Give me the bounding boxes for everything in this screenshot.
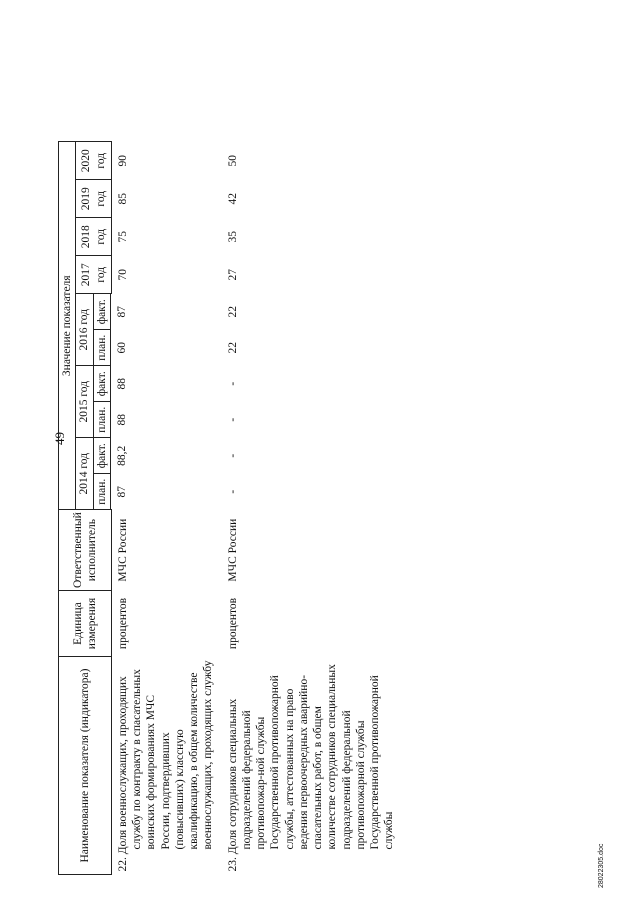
header-fact-2015: факт. — [93, 366, 110, 402]
row-unit: процентов — [226, 597, 239, 650]
header-year-2020: 2020 год — [76, 142, 112, 180]
indicator-table-rotated — [58, 45, 598, 875]
header-year-2016: 2016 год — [76, 294, 93, 366]
value-2016-plan: 22 — [226, 342, 239, 354]
value-2015-fact: - — [226, 381, 239, 386]
header-year-2017: 2017 год — [76, 256, 112, 294]
header-year-2019: 2019 год — [76, 180, 112, 218]
value-2015-plan: 88 — [116, 414, 129, 426]
value-2014-fact: - — [226, 453, 239, 458]
footer-file-reference: 28022305.doc — [598, 843, 605, 888]
header-year-2018: 2018 год — [76, 218, 112, 256]
value-2015-plan: - — [226, 417, 239, 422]
indicator-table — [58, 141, 399, 875]
header-plan-2016: план. — [93, 330, 110, 366]
row-executor: МЧС России — [226, 518, 239, 582]
value-2015-fact: 88 — [116, 378, 129, 390]
header-year-2014: 2014 год — [76, 438, 93, 510]
header-executor: Ответственный исполнитель — [59, 510, 112, 591]
value-2016-plan: 60 — [116, 342, 129, 354]
header-plan-2014: план. — [93, 474, 110, 510]
header-year-2015: 2015 год — [76, 366, 93, 438]
value-2019: 85 — [116, 193, 129, 205]
row-name: 23. Доля сотрудников специальных подразделений федеральной противопожар-ной службы Государственной противопожарной службы, аттестованных на право ведения первоочередных аварийно-спасательных работ, в общем количестве сотрудников специальных подразделений федеральной противопожарной службы Государственной противопожарной службы — [226, 664, 396, 872]
header-plan-2015: план. — [93, 402, 110, 438]
table-row — [218, 142, 399, 875]
value-2020: 90 — [116, 155, 129, 167]
header-unit: Единица измерения — [59, 591, 112, 657]
table-row — [111, 142, 217, 875]
row-executor: МЧС России — [116, 518, 129, 582]
header-value-group: Значение показателя — [59, 142, 76, 510]
header-name: Наименование показателя (индикатора) — [59, 657, 112, 875]
row-name: 22. Доля военнослужащих, проходящих службу по контракту в спасательных воинских формированиях МЧС России, подтвердивших (повысивших) классную квалификацию, в общем количестве военнослужащих, проходящих службу — [116, 660, 215, 872]
value-2014-fact: 88,2 — [116, 445, 129, 466]
page-number: 49 — [52, 432, 67, 445]
value-2017: 27 — [226, 269, 239, 281]
value-2018: 35 — [226, 231, 239, 243]
value-2019: 42 — [226, 193, 239, 205]
value-2016-fact: 22 — [226, 306, 239, 318]
value-2017: 70 — [116, 269, 129, 281]
value-2020: 50 — [226, 155, 239, 167]
value-2014-plan: - — [226, 489, 239, 494]
header-fact-2016: факт. — [93, 294, 110, 330]
row-unit: процентов — [116, 597, 129, 650]
header-fact-2014: факт. — [93, 438, 110, 474]
value-2014-plan: 87 — [116, 486, 129, 498]
value-2016-fact: 87 — [116, 306, 129, 318]
value-2018: 75 — [116, 231, 129, 243]
